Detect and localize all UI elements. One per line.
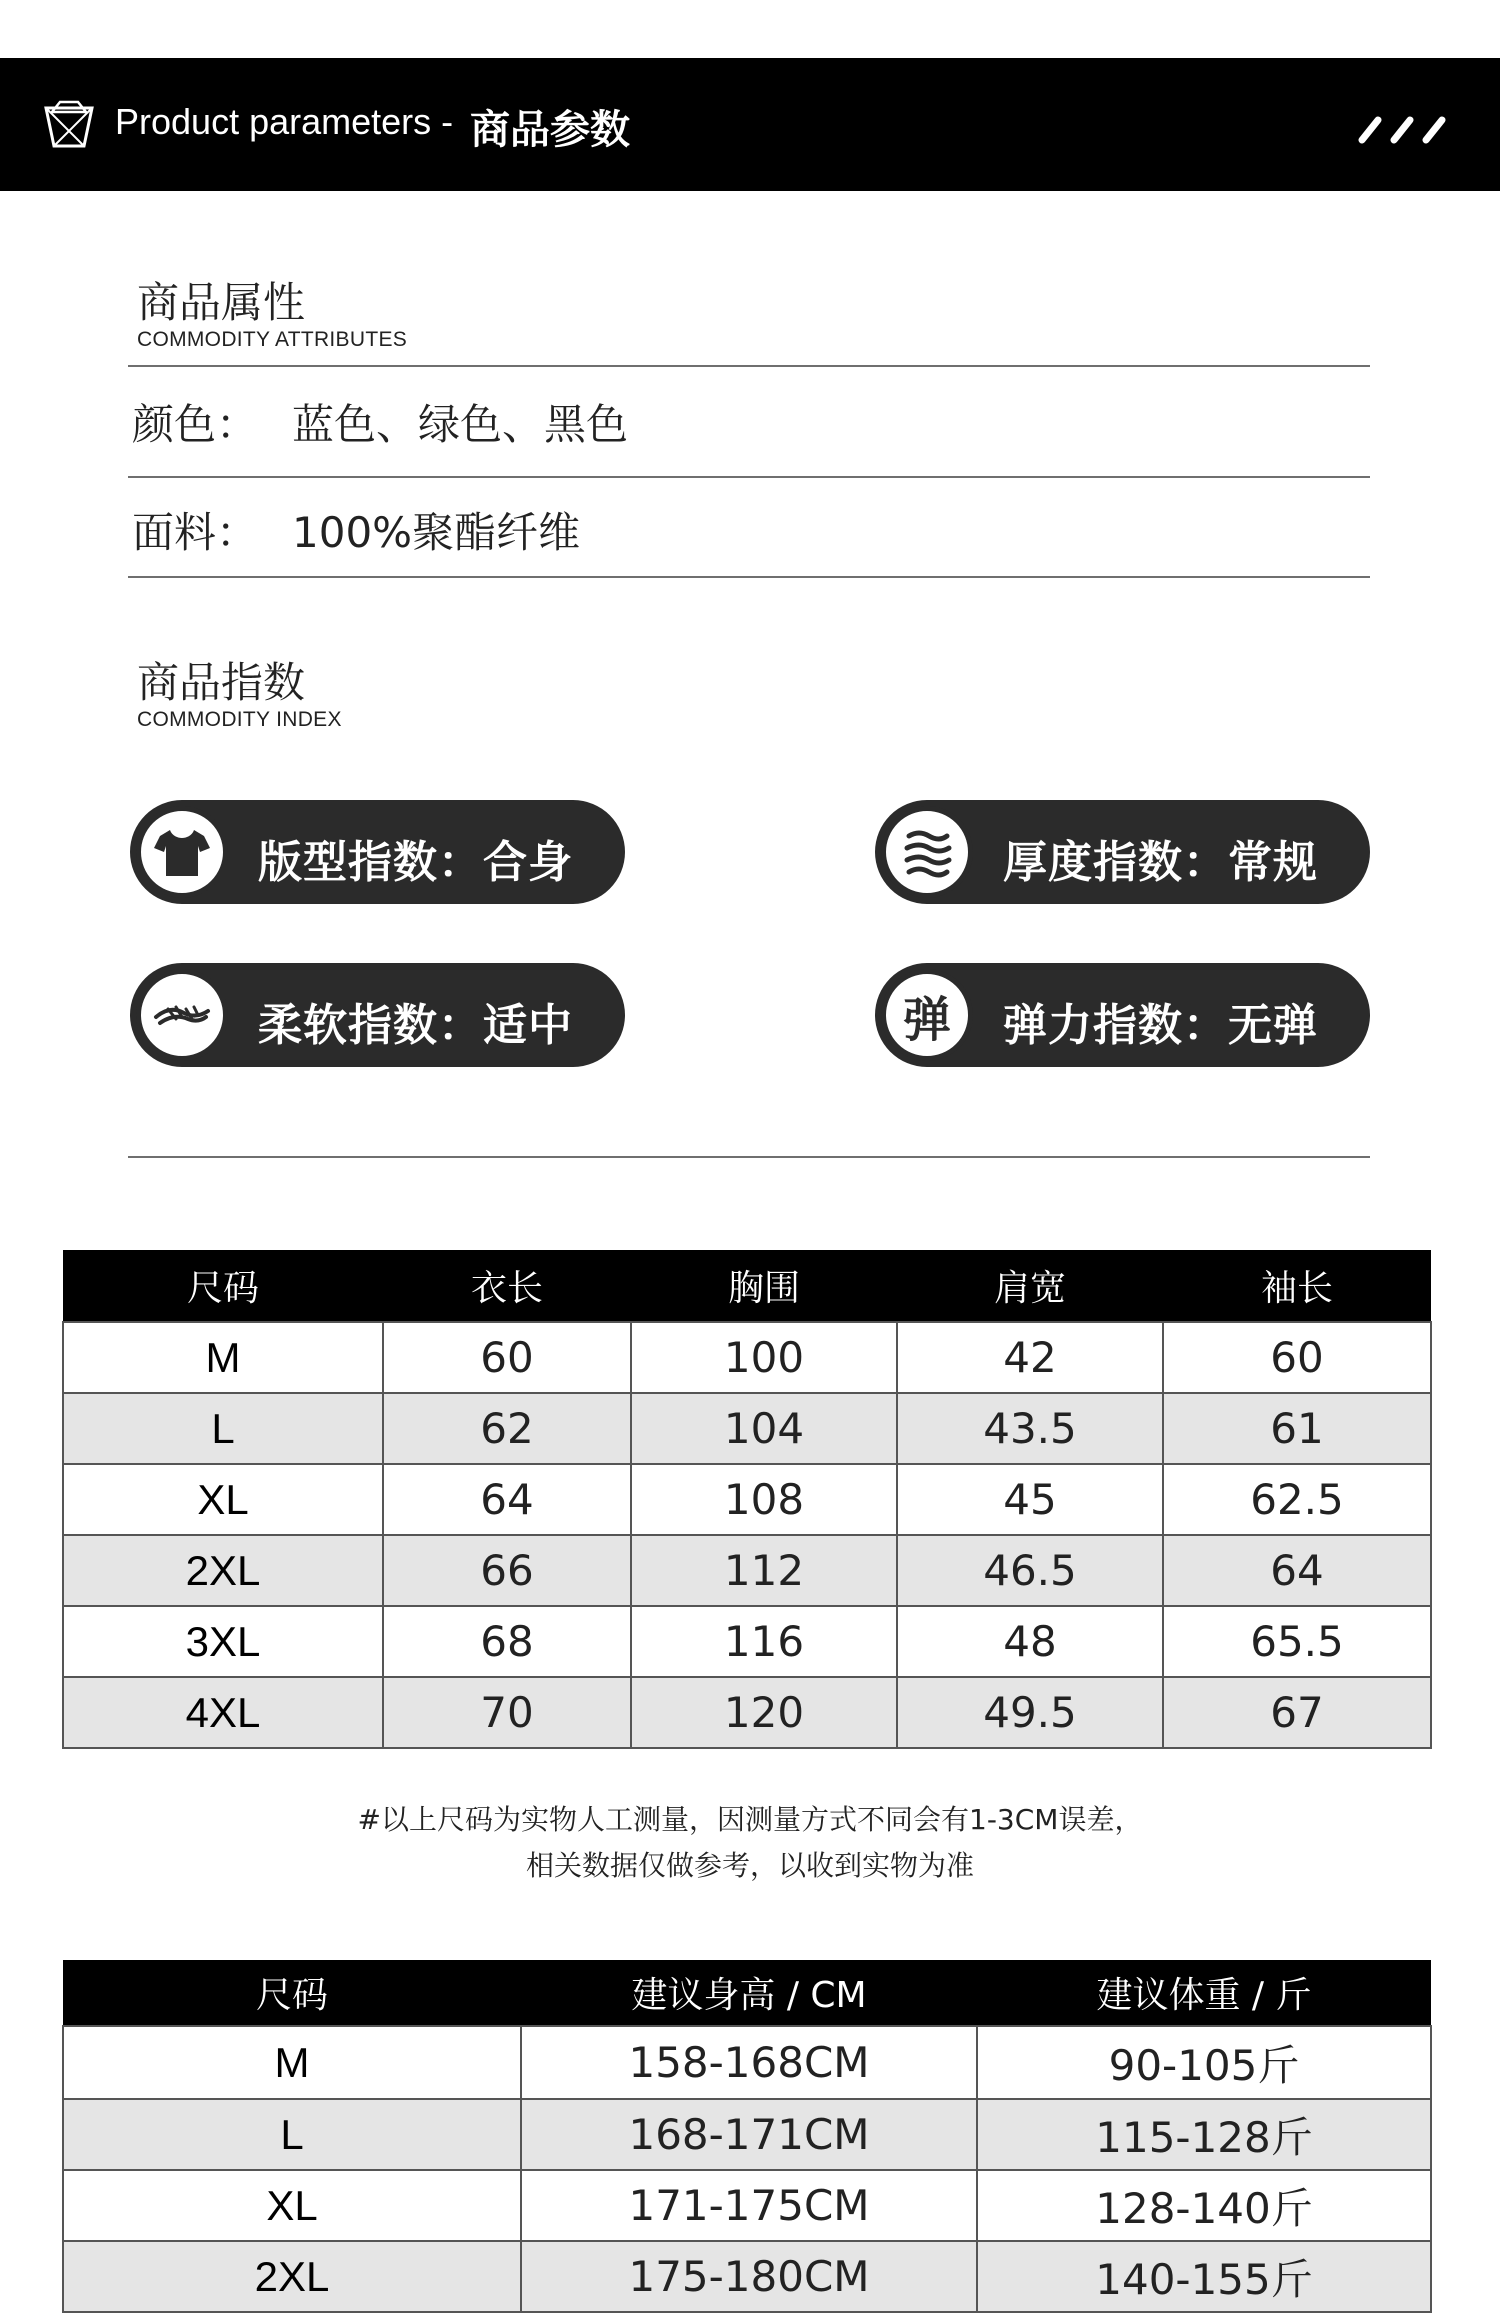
- table-cell: 67: [1163, 1677, 1431, 1748]
- table-row: [63, 1322, 1431, 1393]
- table-cell: 2XL: [63, 2241, 521, 2312]
- table-cell: 61: [1163, 1393, 1431, 1464]
- table-cell: 115-128斤: [977, 2099, 1431, 2170]
- table-cell: XL: [63, 2170, 521, 2241]
- pill-label: 版型指数：合身: [258, 837, 573, 888]
- attribute-row-fabric: [132, 500, 580, 560]
- table-cell: 42: [897, 1322, 1163, 1393]
- table-cell: 112: [631, 1535, 897, 1606]
- elastic-badge-text: 弹: [902, 991, 951, 1048]
- divider: [128, 365, 1370, 367]
- pill-label: 柔软指数：适中: [258, 1000, 573, 1051]
- table-cell: 68: [383, 1606, 631, 1677]
- table-cell: 104: [631, 1393, 897, 1464]
- table-cell: 168-171CM: [521, 2099, 977, 2170]
- note-line-2: 相关数据仅做参考，以收到实物为准: [525, 1849, 974, 1882]
- table-cell: 49.5: [897, 1677, 1163, 1748]
- slashes-decoration-icon: [1356, 110, 1452, 146]
- attributes-title: 商品属性: [137, 278, 306, 327]
- table-cell: M: [63, 2026, 521, 2099]
- table-cell: L: [63, 2099, 521, 2170]
- size-table: [62, 1250, 1432, 1749]
- table-row: [63, 1535, 1431, 1606]
- header-cell: 袖长: [1163, 1250, 1431, 1322]
- table-row: [63, 1606, 1431, 1677]
- feather-icon: [136, 969, 228, 1061]
- table-row: [63, 2026, 1431, 2099]
- table-cell: 158-168CM: [521, 2026, 977, 2099]
- size-table-header: [63, 1250, 1431, 1322]
- pill-fit-index: [130, 800, 625, 904]
- table-cell: 60: [1163, 1322, 1431, 1393]
- pill-label: 弹力指数：无弹: [1003, 1000, 1318, 1051]
- divider: [128, 476, 1370, 478]
- note-line-1: #以上尺码为实物人工测量，因测量方式不同会有1-3CM误差，: [357, 1803, 1143, 1836]
- table-cell: 64: [383, 1464, 631, 1535]
- table-cell: 120: [631, 1677, 897, 1748]
- attribute-key: 面料：: [132, 508, 259, 557]
- header-cell: 肩宽: [897, 1250, 1163, 1322]
- header-cell: 尺码: [63, 1250, 383, 1322]
- table-cell: 3XL: [63, 1606, 383, 1677]
- divider: [128, 576, 1370, 578]
- header-title-zh: 商品参数: [470, 107, 630, 153]
- header-cell: 衣长: [383, 1250, 631, 1322]
- elastic-badge-icon: [881, 969, 973, 1061]
- header-cell: 建议身高 / CM: [521, 1960, 977, 2026]
- table-cell: 128-140斤: [977, 2170, 1431, 2241]
- table-cell: 64: [1163, 1535, 1431, 1606]
- table-row: [63, 1393, 1431, 1464]
- attribute-row-color: [132, 392, 628, 452]
- table-cell: 66: [383, 1535, 631, 1606]
- layers-icon: [881, 806, 973, 898]
- table-row: [63, 2170, 1431, 2241]
- table-cell: 60: [383, 1322, 631, 1393]
- pill-label: 厚度指数：常规: [1003, 837, 1318, 888]
- measurement-note: [0, 1797, 1500, 1889]
- tshirt-icon: [136, 806, 228, 898]
- header-title-en: Product parameters -: [115, 101, 454, 142]
- table-cell: 62.5: [1163, 1464, 1431, 1535]
- table-cell: M: [63, 1322, 383, 1393]
- table-cell: 140-155斤: [977, 2241, 1431, 2312]
- index-title: 商品指数: [137, 658, 306, 707]
- diamond-logo-icon: [40, 98, 98, 154]
- table-cell: 70: [383, 1677, 631, 1748]
- attribute-value: 100%聚酯纤维: [292, 508, 581, 557]
- pill-softness-index: [130, 963, 625, 1067]
- table-cell: 116: [631, 1606, 897, 1677]
- table-cell: 46.5: [897, 1535, 1163, 1606]
- table-cell: 100: [631, 1322, 897, 1393]
- table-cell: L: [63, 1393, 383, 1464]
- divider: [128, 1156, 1370, 1158]
- table-cell: 175-180CM: [521, 2241, 977, 2312]
- table-cell: 65.5: [1163, 1606, 1431, 1677]
- attributes-subtitle: COMMODITY ATTRIBUTES: [137, 328, 408, 351]
- pill-elasticity-index: [875, 963, 1370, 1067]
- table-row: [63, 2099, 1431, 2170]
- attribute-value: 蓝色、绿色、黑色: [292, 400, 629, 449]
- table-cell: 171-175CM: [521, 2170, 977, 2241]
- attribute-key: 颜色：: [132, 400, 259, 449]
- pill-thickness-index: [875, 800, 1370, 904]
- header-cell: 建议体重 / 斤: [977, 1960, 1431, 2026]
- table-cell: 48: [897, 1606, 1163, 1677]
- table-cell: 108: [631, 1464, 897, 1535]
- table-row: [63, 1464, 1431, 1535]
- table-row: [63, 1677, 1431, 1748]
- header-cell: 尺码: [63, 1960, 521, 2026]
- table-cell: 2XL: [63, 1535, 383, 1606]
- header-cell: 胸围: [631, 1250, 897, 1322]
- table-cell: 4XL: [63, 1677, 383, 1748]
- index-subtitle: COMMODITY INDEX: [137, 708, 342, 731]
- table-row: [63, 2241, 1431, 2312]
- table-cell: 62: [383, 1393, 631, 1464]
- recommend-table-header: [63, 1960, 1431, 2026]
- recommend-table: [62, 1960, 1432, 2313]
- header-bar: [0, 58, 1500, 191]
- table-cell: XL: [63, 1464, 383, 1535]
- table-cell: 45: [897, 1464, 1163, 1535]
- table-cell: 43.5: [897, 1393, 1163, 1464]
- table-cell: 90-105斤: [977, 2026, 1431, 2099]
